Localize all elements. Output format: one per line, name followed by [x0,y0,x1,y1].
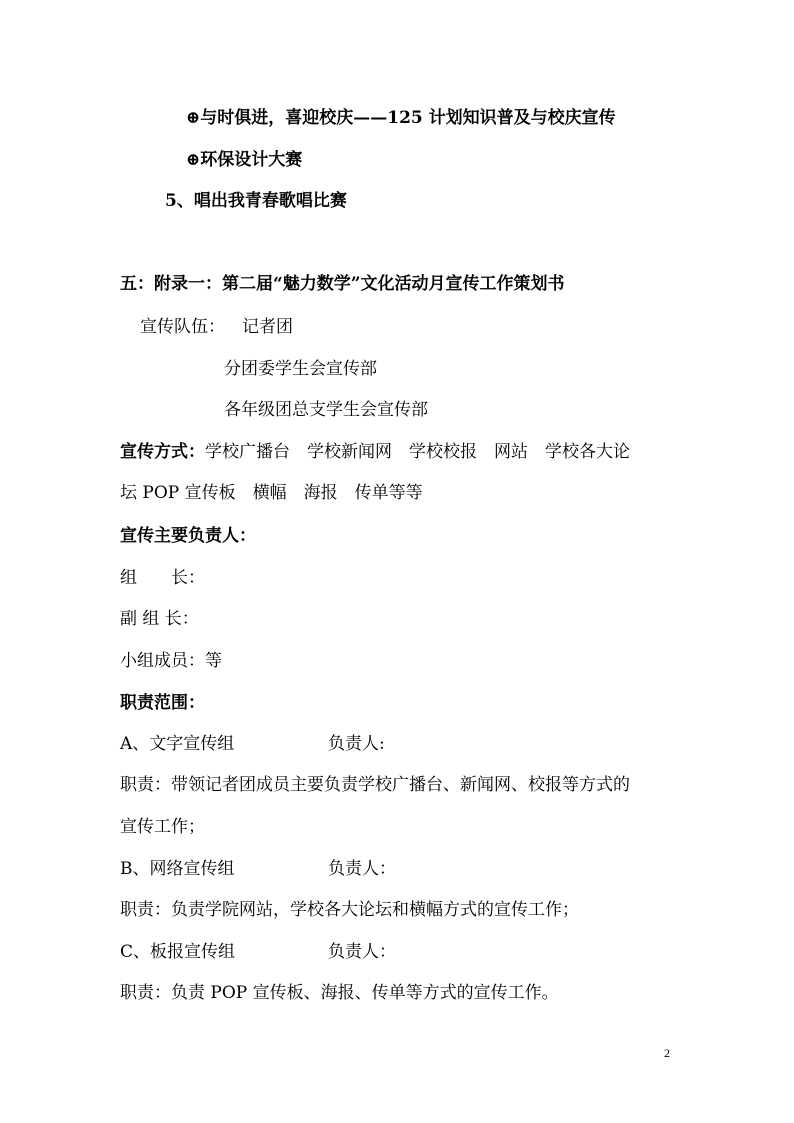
group-name: A、文字宣传组 [120,734,235,754]
appendix-title: 五：附录一：第二届“魅力数学”文化活动月宣传工作策划书 [120,274,565,294]
group-duty: 宣传工作； [120,817,205,837]
group-duty: 职责：负责 POP 宣传板、海报、传单等方式的宣传工作。 [120,983,559,1003]
list-item-5: 5、唱出我青春歌唱比赛 [165,191,347,211]
group-name: B、网络宣传组 [120,859,235,879]
methods-list: 学校广播台 学校新闻网 学校校报 网站 学校各大论 [205,442,630,462]
duty-heading: 职责范围： [120,693,205,713]
leaders-heading: 宣传主要负责人： [120,526,256,546]
methods-label: 宣传方式： [120,442,205,462]
bullet-line: ⊕与时俱进，喜迎校庆——125 计划知识普及与校庆宣传 [186,108,616,128]
team-member: 分团委学生会宣传部 [224,359,377,379]
group-owner: 负责人： [328,942,396,962]
group-duty: 职责：负责学院网站，学校各大论坛和横幅方式的宣传工作； [120,900,579,920]
team-member: 记者团 [242,317,293,337]
group-duty: 职责：带领记者团成员主要负责学校广播台、新闻网、校报等方式的 [120,775,630,795]
team-label: 宣传队伍： [140,317,225,337]
deputy-leader-field: 副 组 长： [120,609,199,629]
leader-field: 组 长： [120,568,205,588]
methods-line [120,440,630,464]
group-owner: 负责人: [328,734,385,754]
page-number: 2 [664,1046,670,1060]
team-member: 各年级团总支学生会宣传部 [224,400,428,420]
methods-list-continued: 坛 POP 宣传板 横幅 海报 传单等等 [120,483,423,503]
bullet-line: ⊕环保设计大赛 [186,150,303,170]
group-name: C、板报宣传组 [120,942,236,962]
group-owner: 负责人： [328,859,396,879]
group-members-field: 小组成员：等 [120,651,222,671]
